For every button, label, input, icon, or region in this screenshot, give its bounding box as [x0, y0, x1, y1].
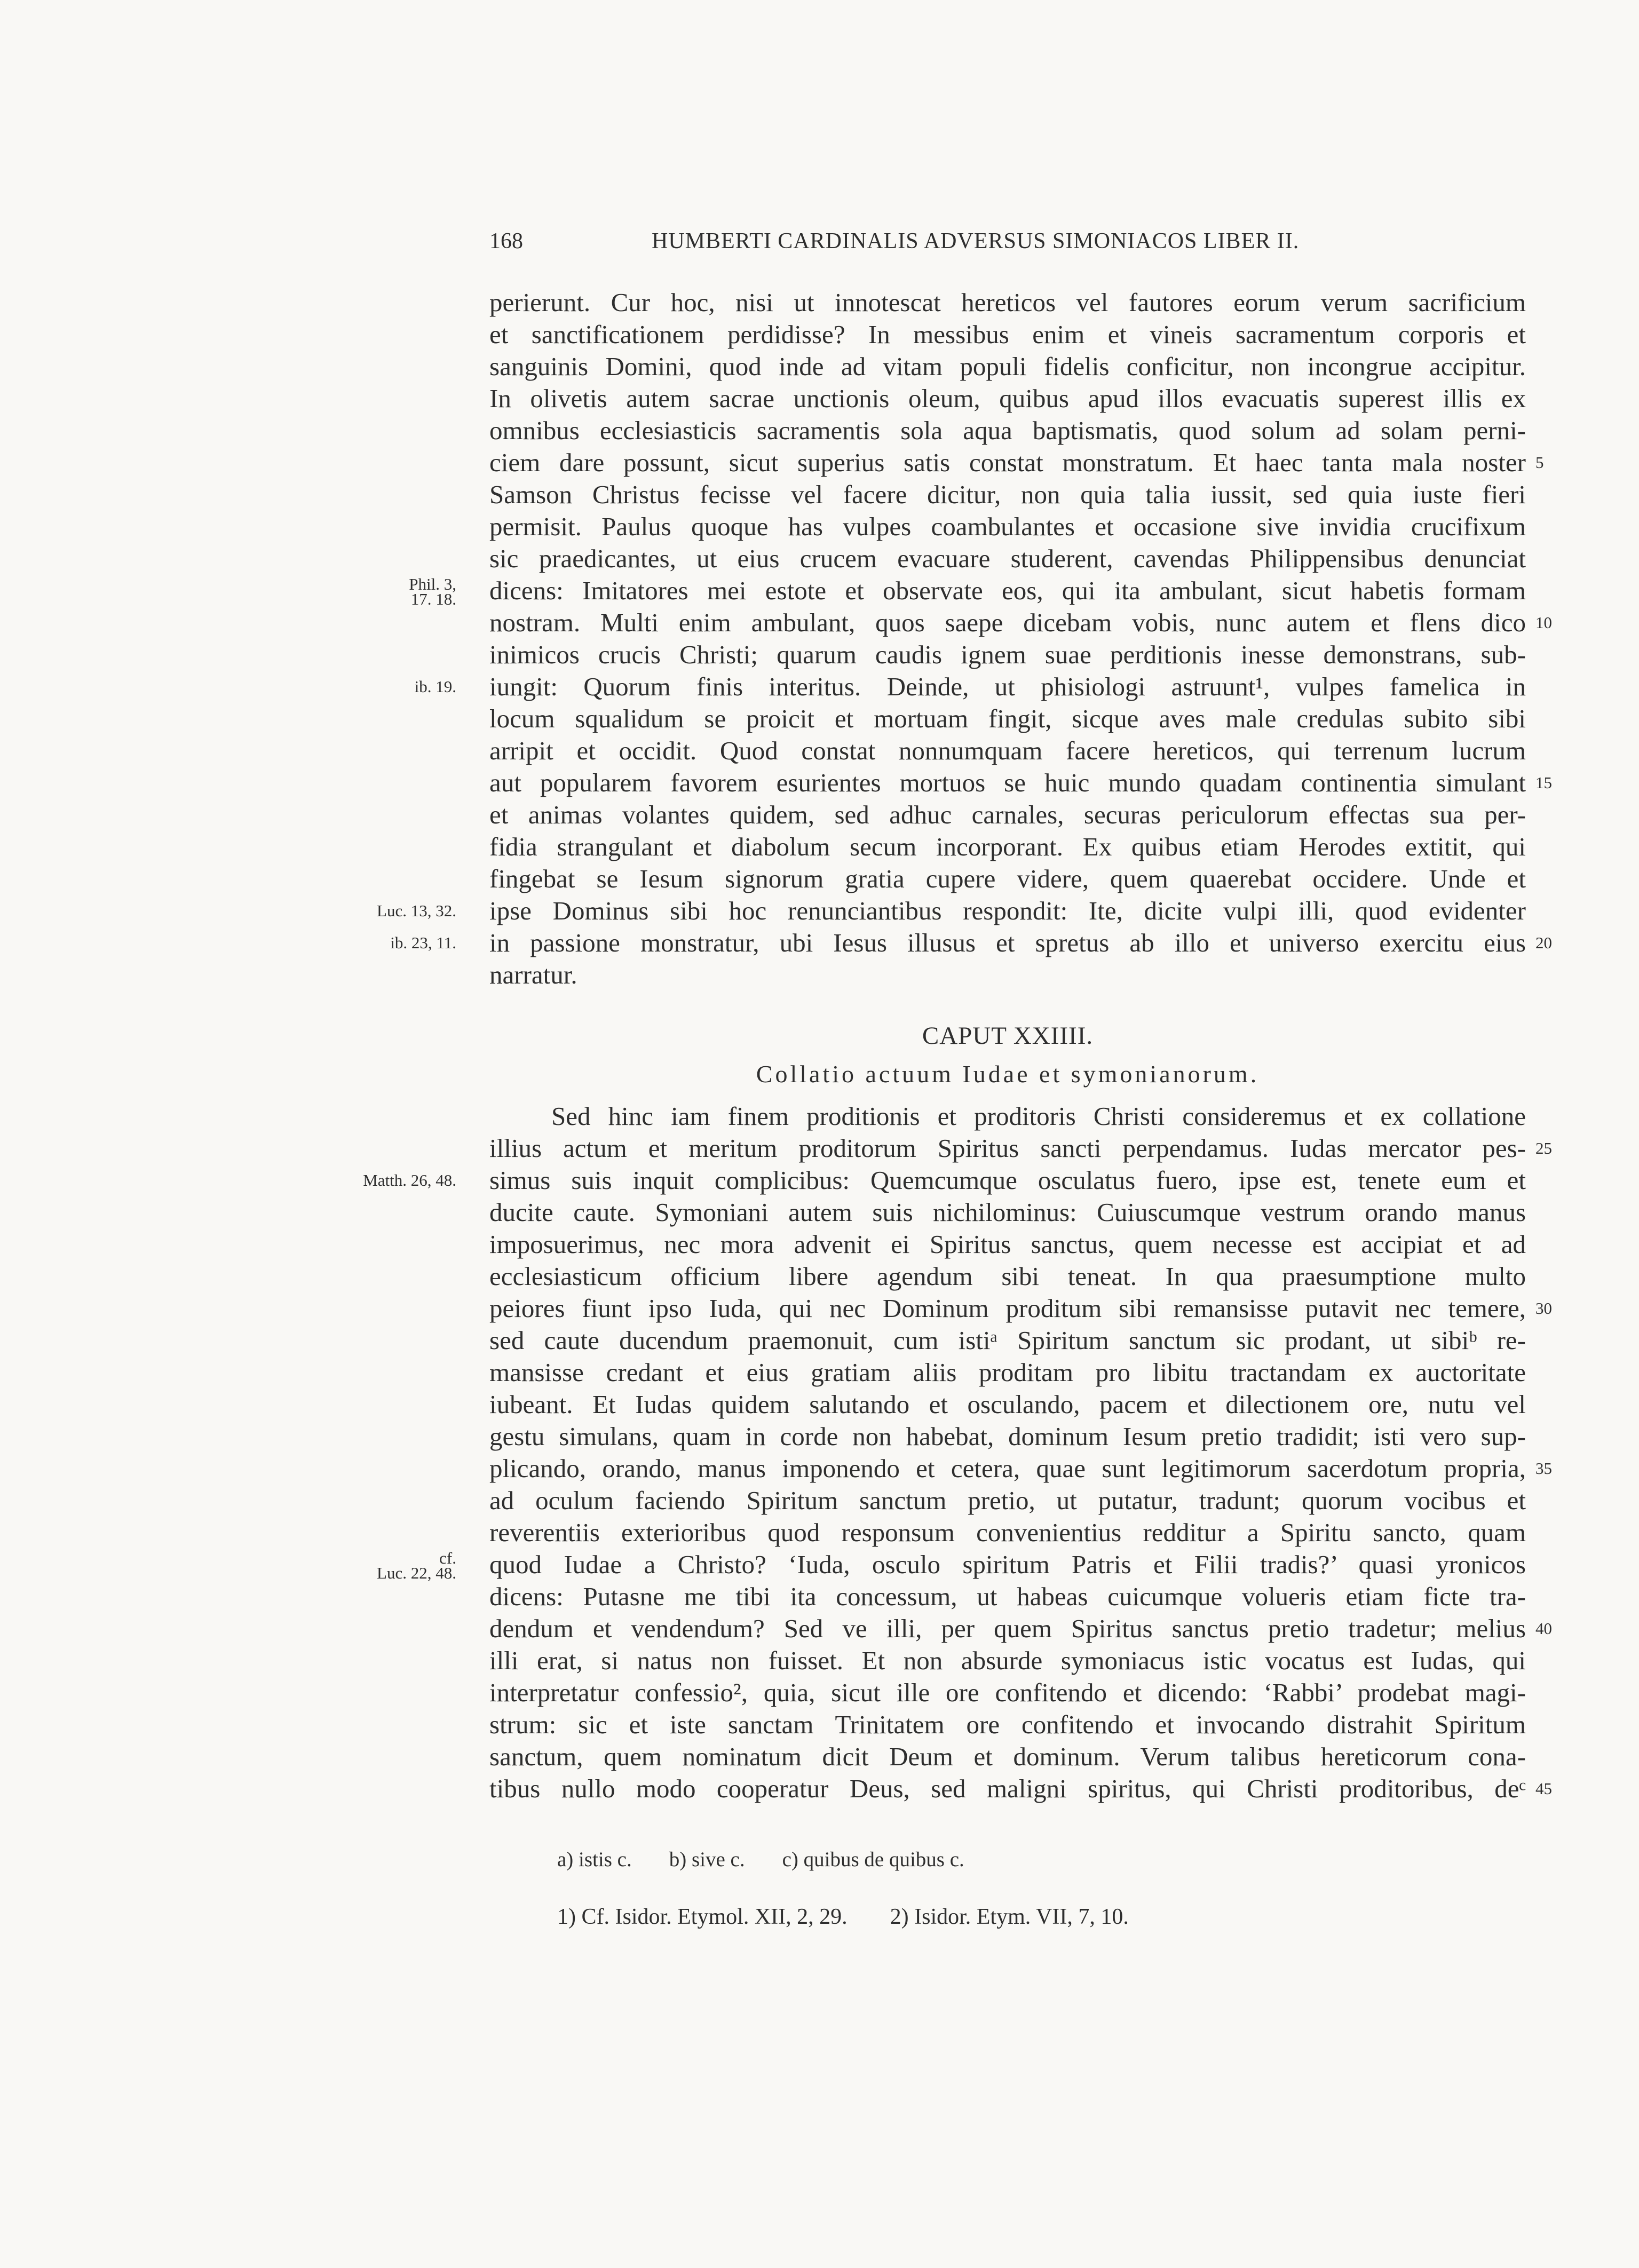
line-text: mansisse credant et eius gratiam aliis proditam pro libitu tractandam ex auctoritate: [489, 1358, 1526, 1387]
line-number: 15: [1535, 773, 1552, 792]
footnote: 1) Cf. Isidor. Etymol. XII, 2, 29.: [557, 1905, 848, 1929]
text-line: [489, 447, 1526, 479]
margin-reference: Matth. 26, 48.: [363, 1171, 456, 1189]
line-text: dicens: Imitatores mei estote et observate eos, qui ita ambulant, sicut habetis formam: [489, 576, 1526, 605]
line-text: iubeant. Et Iudas quidem salutando et osculando, pacem et dilectionem ore, nutu vel: [489, 1390, 1526, 1419]
line-text: fingebat se Iesum signorum gratia cupere videre, quem quaerebat occidere. Unde et: [489, 864, 1526, 893]
line-text: ciem dare possunt, sicut superius satis constat monstratum. Et haec tanta mala noster: [489, 448, 1526, 477]
line-text: in passione monstratur, ubi Iesus illusus et spretus ab illo et universo exercitu eius: [489, 928, 1526, 957]
line-text: illi erat, si natus non fuisset. Et non absurde symoniacus istic vocatus est Iudas, qui: [489, 1646, 1526, 1675]
line-text: imposuerimus, nec mora advenit ei Spiritus sanctus, quem necesse est accipiat et ad: [489, 1230, 1526, 1259]
line-text: tibus nullo modo cooperatur Deus, sed maligni spiritus, qui Christi proditoribus, deᶜ: [489, 1774, 1526, 1803]
line-text: sanctum, quem nominatum dicit Deum et dominum. Verum talibus hereticorum cona-: [489, 1742, 1526, 1771]
line-text: ipse Dominus sibi hoc renunciantibus respondit: Ite, dicite vulpi illi, quod evidenter: [489, 896, 1526, 925]
text-line: [390, 927, 1526, 959]
text-line: [489, 639, 1526, 671]
line-text: strum: sic et iste sanctam Trinitatem ore confitendo et invocando distrahit Spiritum: [489, 1710, 1526, 1739]
line-text: perierunt. Cur hoc, nisi ut innotescat hereticos vel fautores eorum verum sacrificium: [489, 288, 1526, 317]
chapter-subtitle: Collatio actuum Iudae et symonianorum.: [756, 1060, 1260, 1088]
text-line: [489, 1773, 1526, 1805]
line-text: Samson Christus fecisse vel facere dicitur, non quia talia iussit, sed quia iuste fieri: [489, 480, 1526, 509]
text-line: [489, 1196, 1526, 1228]
text-line: [489, 959, 1526, 991]
line-text: In olivetis autem sacrae unctionis oleum, quibus apud illos evacuatis superest illis ex: [489, 384, 1526, 413]
text-line: [489, 319, 1526, 351]
line-number: 20: [1535, 933, 1552, 952]
footnote: a) istis c.: [557, 1848, 632, 1871]
text-line: [489, 1132, 1526, 1164]
line-number: 40: [1535, 1619, 1552, 1638]
line-text: et animas volantes quidem, sed adhuc carnales, securas periculorum effectas sua per-: [489, 800, 1526, 829]
margin-reference: cf. Luc. 22, 48.: [377, 1549, 456, 1582]
text-line: [489, 287, 1526, 319]
text-block-1: [377, 287, 1552, 991]
line-text: sed caute ducendum praemonuit, cum istiᵃ Spiritum sanctum sic prodant, ut sibiᵇ re-: [489, 1326, 1526, 1355]
line-number: 45: [1535, 1779, 1552, 1798]
text-line: [489, 1677, 1526, 1709]
line-text: locum squalidum se proicit et mortuam fingit, sicque aves male credulas subito sibi: [489, 704, 1526, 733]
text-line: [489, 863, 1526, 895]
text-line: [489, 1709, 1526, 1741]
line-text: reverentiis exterioribus quod responsum convenientius redditur a Spiritu sancto, quam: [489, 1518, 1526, 1547]
text-line: [489, 1292, 1526, 1325]
line-text: arripit et occidit. Quod constat nonnumquam facere hereticos, qui terrenum lucrum: [489, 736, 1526, 765]
line-text: ecclesiasticum officium libere agendum sibi teneat. In qua praesumptione multo: [489, 1262, 1526, 1291]
text-line: [489, 479, 1526, 511]
text-line: [489, 1485, 1526, 1517]
text-line: [489, 1517, 1526, 1549]
line-text: interpretatur confessio², quia, sicut ille ore confitendo et dicendo: ‘Rabbi’ prodebat magi-: [489, 1678, 1526, 1707]
line-text: aut popularem favorem esurientes mortuos se huic mundo quadam continentia simulant: [489, 768, 1526, 797]
running-title: HUMBERTI CARDINALIS ADVERSUS SIMONIACOS LIBER II.: [652, 229, 1300, 253]
line-number: 10: [1535, 613, 1552, 632]
line-number: 5: [1535, 453, 1544, 472]
line-text: plicando, orando, manus imponendo et cetera, quae sunt legitimorum sacerdotum propria,: [489, 1454, 1526, 1483]
text-line: [489, 831, 1526, 863]
text-line: [414, 671, 1526, 703]
line-text: simus suis inquit complicibus: Quemcumque osculatus fuero, ipse est, tenete eum et: [489, 1165, 1526, 1195]
text-line: [489, 1389, 1526, 1421]
line-text: illius actum et meritum proditorum Spiritus sancti perpendamus. Iudas mercator pes-: [489, 1133, 1526, 1163]
page-header: [489, 228, 1370, 260]
margin-reference: Luc. 13, 32.: [377, 901, 456, 920]
line-number: 25: [1535, 1139, 1552, 1157]
chapter-title: CAPUT XXIIII.: [922, 1022, 1094, 1050]
text-line: [489, 1357, 1526, 1389]
line-text: dicens: Putasne me tibi ita concessum, ut habeas cuicumque volueris etiam ficte tra-: [489, 1582, 1526, 1611]
text-line: [489, 1613, 1526, 1645]
text-line: [363, 1164, 1526, 1196]
line-text: nostram. Multi enim ambulant, quos saepe dicebam vobis, nunc autem et flens dico: [489, 608, 1526, 637]
line-text: inimicos crucis Christi; quarum caudis ignem suae perditionis inesse demonstrans, sub-: [489, 640, 1526, 669]
margin-reference: ib. 23, 11.: [390, 933, 456, 952]
line-text: sic praedicantes, ut eius crucem evacuare studerent, cavendas Philippensibus denunciat: [489, 544, 1526, 573]
page-number: 168: [489, 229, 523, 253]
line-number: 35: [1535, 1459, 1552, 1478]
text-line: [489, 767, 1526, 799]
line-text: Sed hinc iam finem proditionis et proditoris Christi consideremus et ex collatione: [551, 1101, 1526, 1131]
variant-footnotes: [557, 1847, 1002, 1872]
line-text: narratur.: [489, 960, 577, 989]
text-line: [489, 607, 1526, 639]
text-line: [489, 1325, 1526, 1357]
line-text: quod Iudae a Christo? ‘Iuda, osculo spiritum Patris et Filii tradis?’ quasi yronicos: [489, 1550, 1526, 1579]
text-line: [377, 1549, 1526, 1582]
text-line: [489, 1228, 1526, 1260]
line-text: peiores fiunt ipso Iuda, qui nec Dominum proditum sibi remansisse putavit nec temere,: [489, 1294, 1526, 1323]
text-line: [489, 703, 1526, 735]
text-line: [489, 1645, 1526, 1677]
text-block-2: [363, 1100, 1552, 1805]
footnote: 2) Isidor. Etym. VII, 7, 10.: [890, 1905, 1129, 1929]
line-text: ducite caute. Symoniani autem suis nichilominus: Cuiuscumque vestrum orando manus: [489, 1198, 1526, 1227]
text-line: [489, 511, 1526, 543]
text-line: [489, 799, 1526, 831]
text-line: [489, 383, 1526, 415]
line-text: et sanctificationem perdidisse? In messibus enim et vineis sacramentum corporis et: [489, 320, 1526, 349]
line-text: sanguinis Domini, quod inde ad vitam populi fidelis conficitur, non incongrue accipitur.: [489, 352, 1526, 381]
text-line: [489, 543, 1526, 575]
footnote: c) quibus de quibus c.: [782, 1848, 964, 1871]
line-text: ad oculum faciendo Spiritum sanctum pretio, ut putatur, tradunt; quorum vocibus et: [489, 1486, 1526, 1515]
line-text: omnibus ecclesiasticis sacramentis sola aqua baptismatis, quod solum ad solam perni-: [489, 416, 1526, 445]
line-text: iungit: Quorum finis interitus. Deinde, ut phisiologi astruunt¹, vulpes famelica in: [489, 672, 1526, 701]
line-number: 30: [1535, 1299, 1552, 1318]
text-line: [489, 1453, 1526, 1485]
margin-reference: ib. 19.: [414, 677, 456, 696]
footnote: b) sive c.: [669, 1848, 745, 1871]
margin-reference: Phil. 3, 17. 18.: [409, 575, 456, 608]
line-text: gestu simulans, quam in corde non habebat, dominum Iesum pretio tradidit; isti vero sup-: [489, 1422, 1526, 1451]
text-line: [489, 351, 1526, 383]
source-footnotes: [557, 1904, 1171, 1930]
line-text: dendum et vendendum? Sed ve illi, per quem Spiritus sanctus pretio tradetur; melius: [489, 1614, 1526, 1643]
line-text: permisit. Paulus quoque has vulpes coambulantes et occasione sive invidia crucifixum: [489, 512, 1526, 541]
line-text: fidia strangulant et diabolum secum incorporant. Ex quibus etiam Herodes extitit, qui: [489, 832, 1526, 861]
